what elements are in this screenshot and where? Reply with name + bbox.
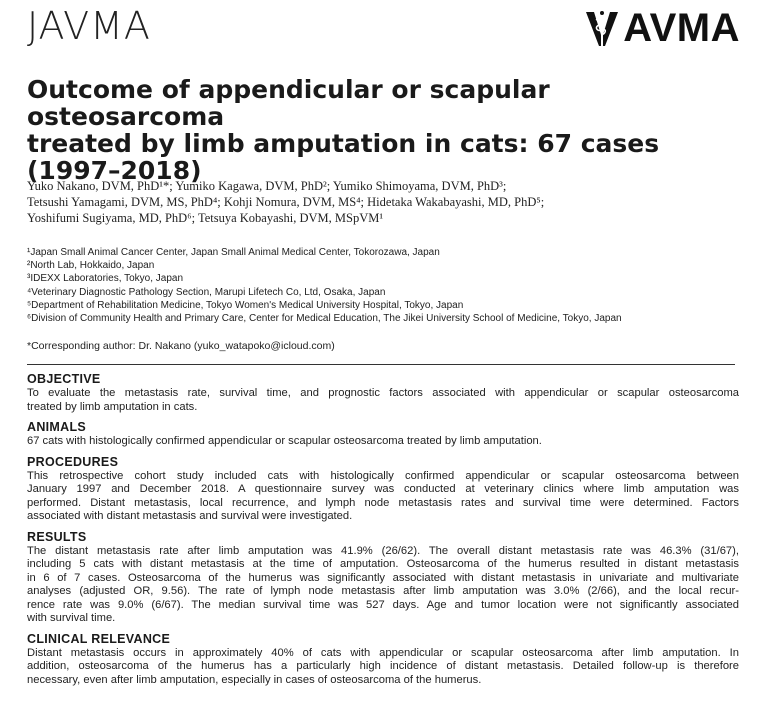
- abstract: [27, 372, 739, 693]
- affiliation: ⁶Division of Community Health and Primary Care, Center for Medical Education, The Jikei University School of Medicine, Tokyo, Japan: [27, 313, 622, 325]
- text-line: treated by limb amputation in cats.: [27, 400, 198, 413]
- affiliation: ¹Japan Small Animal Cancer Center, Japan Small Animal Medical Center, Tokorozawa, Japan: [27, 247, 440, 258]
- affiliation: ⁴Veterinary Diagnostic Pathology Section, Marupi Lifetech Co, Ltd, Osaka, Japan: [27, 286, 386, 298]
- text-line: necessary, even after limb amputation, especially in cases of osteosarcoma of the humerus.: [27, 673, 482, 686]
- section-animals: [27, 420, 739, 449]
- text-line: This retrospective cohort study included cats with histologically confirmed appendicular or scapular osteosarcoma between: [27, 469, 739, 482]
- section-body: [27, 387, 739, 414]
- text-line: 67 cats with histologically confirmed appendicular or scapular osteosarcoma treated by limb amputation.: [27, 435, 542, 447]
- author-line: Yuko Nakano, DVM, PhD¹*; Yumiko Kagawa, DVM, PhD²; Yumiko Shimoyama, DVM, PhD³;: [27, 179, 507, 193]
- author-line: Yoshifumi Sugiyama, MD, PhD⁶; Tetsuya Kobayashi, DVM, MSpVM¹: [27, 211, 384, 225]
- publisher-logo: [585, 6, 740, 51]
- text-line: associated with distant metastasis and survival were investigated.: [27, 510, 353, 522]
- section-heading: OBJECTIVE: [27, 372, 101, 386]
- title-line: treated by limb amputation in cats: 67 cases: [27, 129, 660, 158]
- section-results: [27, 530, 739, 626]
- journal-name: JAVMA: [27, 4, 151, 48]
- section-body: [27, 470, 739, 524]
- text-line: The distant metastasis rate after limb amputation was 41.9% (26/62). The overall distant metastasis rate was 46.3% (31/67),: [27, 544, 739, 557]
- section-heading: ANIMALS: [27, 420, 87, 434]
- caduceus-v-icon: [585, 10, 619, 48]
- affiliation: ⁵Department of Rehabilitation Medicine, Tokyo Women's Medical University Hospital, Tokyo, Japan: [27, 299, 464, 311]
- section-clinical-relevance: [27, 632, 739, 688]
- section-divider: [27, 364, 735, 365]
- text-line: performed. Distant metastasis, local recurrence, and lymph node metastasis rates and survival time were determined. Factors: [27, 496, 739, 509]
- text-line: analyses (adjusted OR, 9.56). The rate of lymph node metastasis after limb amputation was 3.0% (2/66), and the local recur-: [27, 585, 739, 597]
- title-line: (1997–2018): [27, 156, 202, 185]
- corresponding-author: *Corresponding author: Dr. Nakano (yuko_watapoko@icloud.com): [27, 340, 335, 352]
- section-heading: CLINICAL RELEVANCE: [27, 631, 171, 646]
- affiliation: ²North Lab, Hokkaido, Japan: [27, 260, 155, 272]
- text-line: January 1997 and December 2018. A questionnaire survey was conducted at veterinary clinics where limb amputation was: [27, 483, 739, 495]
- text-line: with survival time.: [27, 612, 116, 624]
- text-line: To evaluate the metastasis rate, survival time, and prognostic factors associated with appendicular or scapular osteosarcoma: [27, 387, 739, 399]
- title-line: Outcome of appendicular or scapular osteosarcoma: [27, 75, 550, 131]
- text-line: Distant metastasis occurs in approximately 40% of cats with appendicular or scapular osteosarcoma after limb amputation. In: [27, 646, 739, 659]
- section-heading: RESULTS: [27, 529, 87, 544]
- affiliation-list: [27, 246, 747, 325]
- section-body: [27, 435, 739, 449]
- text-line: addition, osteosarcoma of the humerus has a particularly high incidence of distant metastasis. Detailed follow-up is therefore: [27, 660, 739, 672]
- affiliation: ³IDEXX Laboratories, Tokyo, Japan: [27, 273, 184, 285]
- section-objective: [27, 372, 739, 414]
- text-line: including 5 cats with distant metastasis at the time of amputation. Osteosarcoma of the humerus resulted in distant metastasis: [27, 558, 739, 570]
- article-title: [27, 76, 727, 184]
- section-body: [27, 647, 739, 688]
- publisher-name: AVMA: [623, 6, 740, 50]
- text-line: in 6 of 7 cases. Osteosarcoma of the humerus was significantly associated with distant metastasis in univariate and multivariate: [27, 571, 739, 584]
- section-heading: PROCEDURES: [27, 454, 119, 469]
- text-line: rence rate was 9.0% (6/67). The median survival time was 527 days. Age and tumor location were not significantly associated: [27, 598, 739, 611]
- author-line: Tetsushi Yamagami, DVM, MS, PhD⁴; Kohji Nomura, DVM, MS⁴; Hidetaka Wakabayashi, MD, PhD⁵;: [27, 195, 545, 209]
- section-procedures: [27, 455, 739, 524]
- section-body: [27, 545, 739, 626]
- author-list: [27, 178, 747, 226]
